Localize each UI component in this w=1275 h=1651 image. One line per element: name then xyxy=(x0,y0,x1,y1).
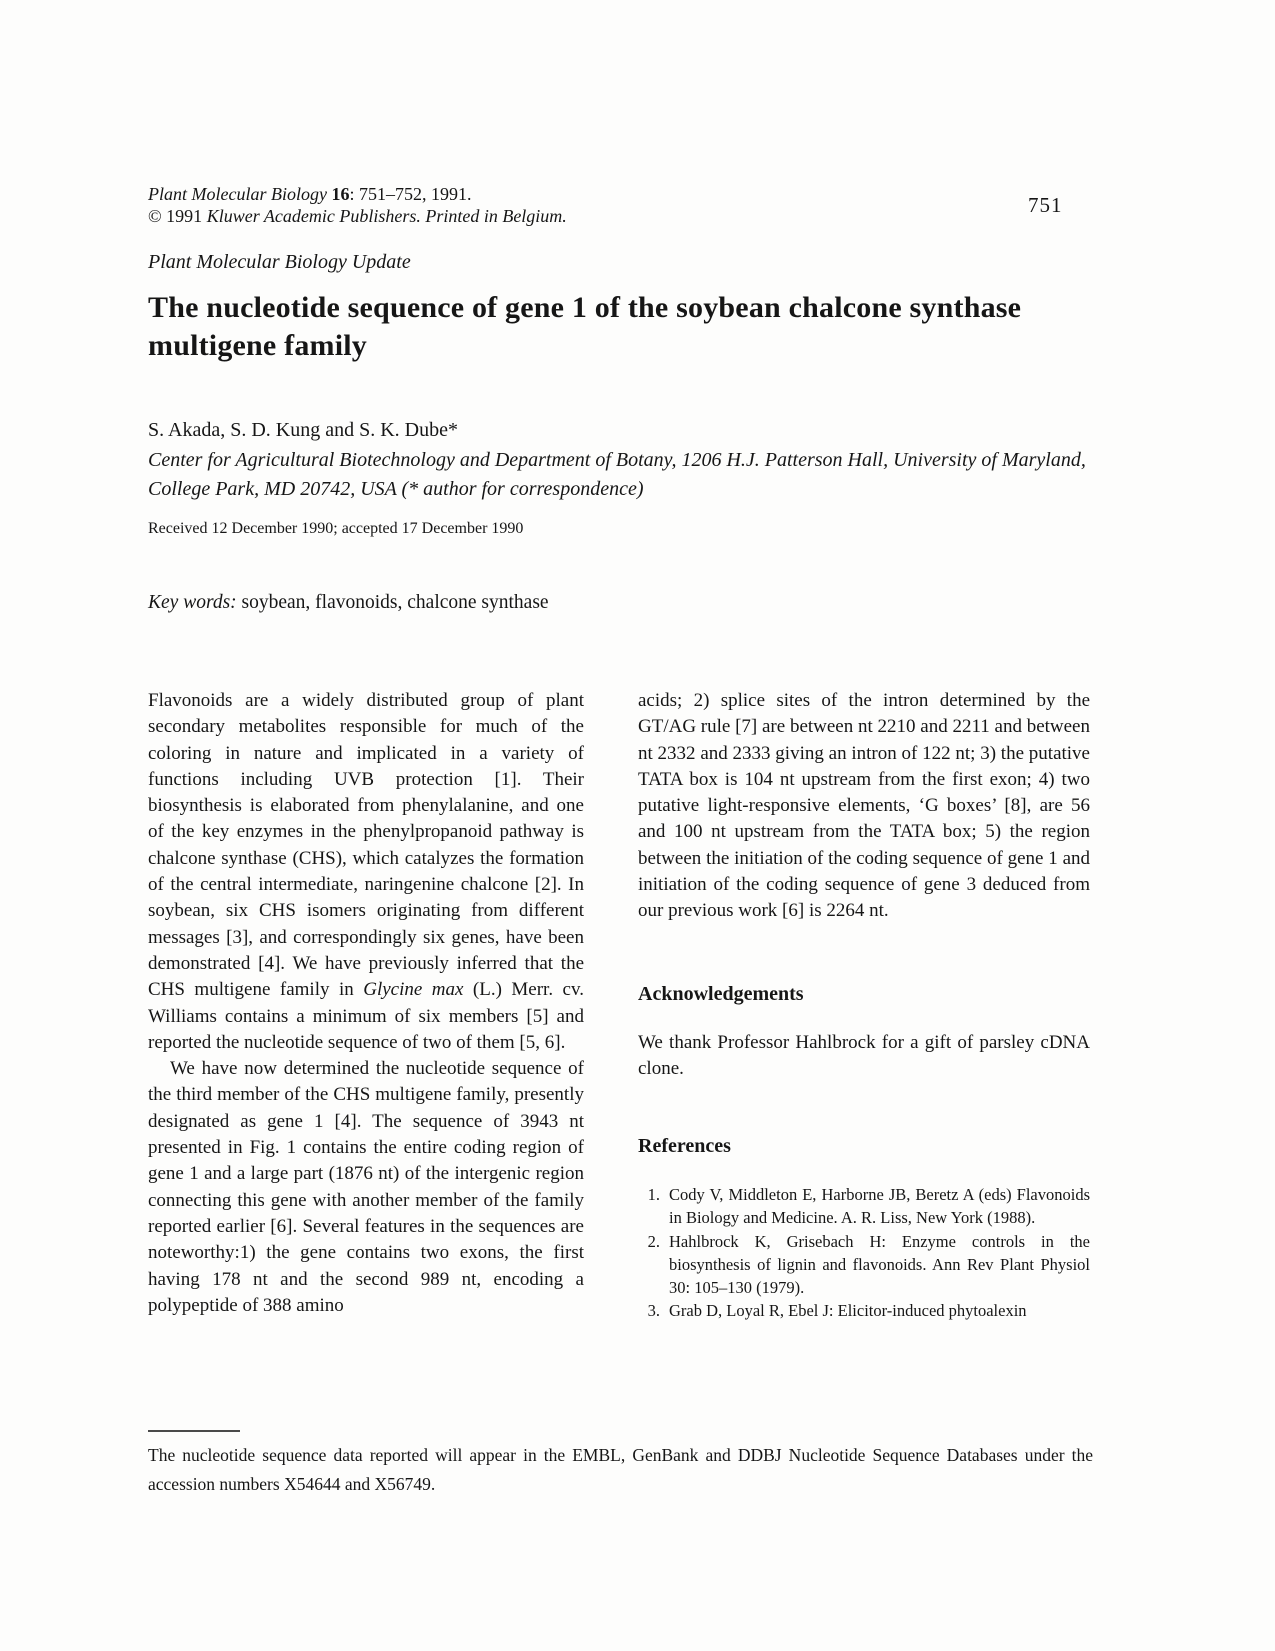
journal-citation-line: Plant Molecular Biology 16: 751–752, 1991. xyxy=(148,184,472,204)
reference-text: Cody V, Middleton E, Harborne JB, Beretz A (eds) Flavonoids in Biology and Medicine. A. R. Liss, New York (1988). xyxy=(669,1185,1090,1228)
section-label: Plant Molecular Biology Update xyxy=(148,251,411,273)
left-column xyxy=(148,688,584,1322)
reference-number: 2. xyxy=(647,1231,660,1251)
reference-number: 3. xyxy=(647,1301,660,1321)
received-line: Received 12 December 1990; accepted 17 December 1990 xyxy=(148,520,524,537)
affiliation-line: Center for Agricultural Biotechnology and Department of Botany, 1206 H.J. Patterson Hall, University of Maryland, College Park, MD 20742, USA (* author for correspondence) xyxy=(148,449,1086,500)
journal-header xyxy=(148,183,567,227)
body-columns xyxy=(148,688,1090,1322)
reference-item xyxy=(638,1299,1090,1322)
body-paragraph-2: We have now determined the nucleotide sequence of the third member of the CHS multigene family, presently designated as gene 1 [4]. The sequence of 3943 nt presented in Fig. 1 contains the entire coding region of gene 1 and a large part (1876 nt) of the intergenic region connecting this gene with another member of the family reported earlier [6]. Several features in the sequences are noteworthy:1) the gene contains two exons, the first having 178 nt and the second 989 nt, encoding a polypeptide of 388 amino xyxy=(148,1058,584,1316)
keywords-line: Key words: soybean, flavonoids, chalcone synthase xyxy=(148,592,549,613)
copyright-line: © 1991 Kluwer Academic Publishers. Printed in Belgium. xyxy=(148,206,567,226)
footnote-rule xyxy=(148,1430,240,1432)
right-column xyxy=(638,688,1090,1322)
references-heading: References xyxy=(638,1135,731,1158)
accession-footnote-text: The nucleotide sequence data reported will appear in the EMBL, GenBank and DDBJ Nucleotide Sequence Databases under the accession numbers X54644 and X56749. xyxy=(148,1445,1093,1494)
acknowledgements-text: We thank Professor Hahlbrock for a gift of parsley cDNA clone. xyxy=(638,1031,1090,1079)
accession-footnote xyxy=(148,1441,1093,1499)
reference-text: Hahlbrock K, Grisebach H: Enzyme controls in the biosynthesis of lignin and flavonoids. Ann Rev Plant Physiol 30: 105–130 (1979). xyxy=(669,1231,1090,1298)
reference-text: Grab D, Loyal R, Ebel J: Elicitor-induced phytoalexin xyxy=(669,1301,1027,1321)
body-paragraph-1: Flavonoids are a widely distributed group of plant secondary metabolites responsible for much of the coloring in nature and implicated in a variety of functions including UVB protection [1]. Their biosynthesis is elaborated from phenylalanine, and one of the key enzymes in the phenylpropanoid pathway is chalcone synthase (CHS), which catalyzes the formation of the central intermediate, naringenine chalcone [2]. In soybean, six CHS isomers originating from different messages [3], and correspondingly six genes, have been demonstrated [4]. We have previously inferred that the CHS multigene family in Glycine max (L.) Merr. cv. Williams contains a minimum of six members [5] and reported the nucleotide sequence of two of them [5, 6]. xyxy=(148,690,584,1053)
body-paragraph-3: acids; 2) splice sites of the intron determined by the GT/AG rule [7] are between nt 2210 and 2211 and between nt 2332 and 2333 giving an intron of 122 nt; 3) the putative TATA box is 104 nt upstream from the first exon; 4) two putative light-responsive elements, ‘G boxes’ [8], are 56 and 100 nt upstream from the TATA box; 5) the region between the initiation of the coding sequence of gene 1 and initiation of the coding sequence of gene 3 deduced from our previous work [6] is 2264 nt. xyxy=(638,690,1090,922)
page-number: 751 xyxy=(1028,193,1063,217)
article-title: The nucleotide sequence of gene 1 of the soybean chalcone synthase multigene family xyxy=(148,291,1022,362)
authors-line: S. Akada, S. D. Kung and S. K. Dube* xyxy=(148,419,458,441)
acknowledgements-heading: Acknowledgements xyxy=(638,982,804,1005)
reference-number: 1. xyxy=(647,1185,660,1205)
references-list xyxy=(638,1183,1090,1322)
reference-item xyxy=(638,1183,1090,1229)
reference-item xyxy=(638,1230,1090,1300)
